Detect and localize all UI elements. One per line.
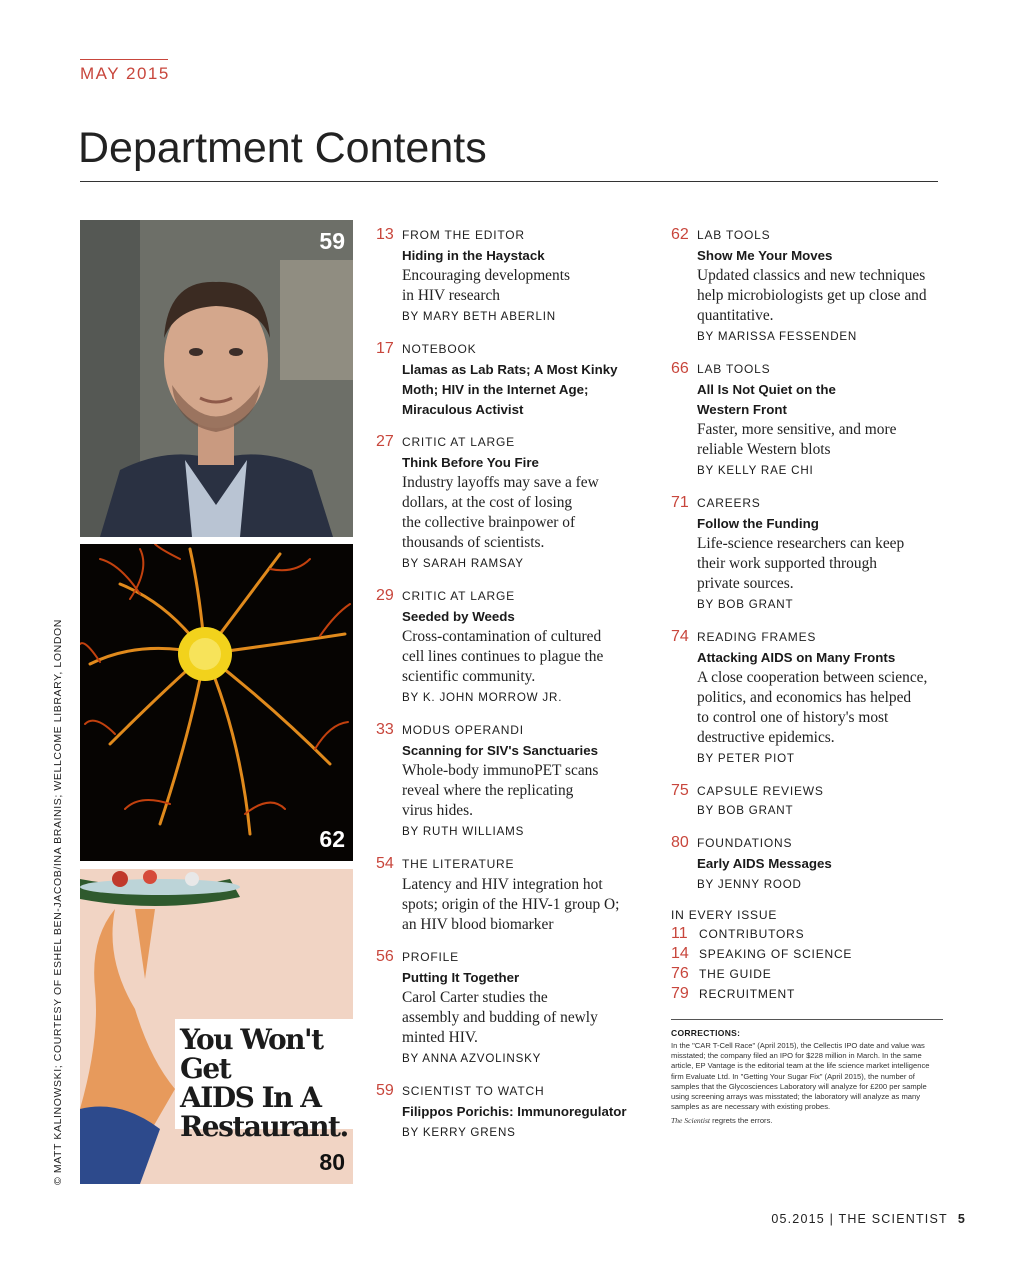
entry-section: SCIENTIST TO WATCH	[402, 1084, 545, 1098]
entry-byline: BY KELLY RAE CHI	[697, 464, 814, 477]
toc-entry[interactable]	[376, 433, 646, 574]
entry-desc	[697, 420, 946, 460]
entry-section: READING FRAMES	[697, 630, 817, 644]
entry-page: 56	[376, 948, 394, 965]
toc-entry[interactable]	[671, 782, 946, 821]
entry-page: 71	[671, 494, 689, 511]
every-issue-item[interactable]	[671, 924, 946, 944]
toc-entry[interactable]	[376, 340, 646, 420]
entry-desc	[697, 266, 946, 326]
desc-line: Whole-body immunoPET scans	[402, 762, 599, 779]
corrections-body: In the "CAR T-Cell Race" (April 2015), the Cellectis IPO date and value was misstated; the company filed an IPO for $228 million in March. In the same article, EP Vantage is the editorial team at the life science market intelligence firm Evaluate Ltd. In "Getting Your Sugar Fix" (April 2015), the number of samples that the Glycosciences Laboratory will analyze for £200 per sample using screening arrays was misstated; the laboratory will analyze as many samples as are necessary with existing probes.	[671, 1041, 930, 1112]
entry-byline: BY BOB GRANT	[697, 598, 794, 611]
every-issue-item[interactable]	[671, 984, 946, 1004]
photo-page-number: 62	[319, 826, 345, 852]
footer-issue: 05.2015 | THE SCIENTIST	[771, 1212, 948, 1226]
entry-byline: BY BOB GRANT	[697, 804, 794, 817]
toc-entry[interactable]	[671, 628, 946, 769]
entry-byline: BY RUTH WILLIAMS	[402, 825, 525, 838]
entry-title: Hiding in the Haystack	[402, 248, 545, 263]
title-line: All Is Not Quiet on the	[697, 382, 836, 397]
portrait-illustration	[80, 220, 353, 537]
entry-section: LAB TOOLS	[697, 228, 771, 242]
entry-title: Filippos Porichis: Immunoregulator	[402, 1104, 627, 1119]
entry-desc	[402, 473, 646, 553]
desc-line: spots; origin of the HIV-1 group O;	[402, 896, 620, 913]
toc-entry[interactable]	[376, 587, 646, 708]
toc-entry[interactable]	[671, 834, 946, 895]
desc-line: quantitative.	[697, 307, 774, 324]
photo-credit: © MATT KALINOWSKI; COURTESY OF ESHEL BEN-JACOB/INA BRAINIS; WELLCOME LIBRARY, LONDON	[52, 619, 64, 1185]
entry-page: 74	[671, 628, 689, 645]
entry-byline: BY PETER PIOT	[697, 752, 795, 765]
toc-entry[interactable]	[376, 1082, 646, 1143]
entry-byline: BY JENNY ROOD	[697, 878, 802, 891]
toc-entry[interactable]	[376, 226, 646, 327]
entry-title	[402, 360, 646, 420]
desc-line: dollars, at the cost of losing	[402, 494, 573, 511]
corrections-footer-text: regrets the errors.	[710, 1116, 773, 1126]
issue-date: MAY 2015	[80, 64, 170, 83]
item-page: 76	[671, 965, 689, 982]
entry-byline: BY MARY BETH ABERLIN	[402, 310, 556, 323]
in-every-issue-heading: IN EVERY ISSUE	[671, 908, 778, 922]
title-line: Western Front	[697, 402, 787, 417]
poster-slogan	[180, 1025, 350, 1141]
colony-illustration	[80, 544, 353, 861]
desc-line: the collective brainpower of	[402, 514, 576, 531]
entry-title: Early AIDS Messages	[697, 856, 832, 871]
entry-desc	[402, 266, 646, 306]
entry-desc	[402, 761, 646, 821]
entry-byline: BY MARISSA FESSENDEN	[697, 330, 858, 343]
desc-line: Carol Carter studies the	[402, 989, 548, 1006]
entry-section: FOUNDATIONS	[697, 836, 793, 850]
title-line: Moth; HIV in the Internet Age;	[402, 382, 589, 397]
entry-section: CAPSULE REVIEWS	[697, 784, 824, 798]
entry-section: LAB TOOLS	[697, 362, 771, 376]
entry-page: 27	[376, 433, 394, 450]
title-rule	[80, 181, 938, 182]
corrections-heading: CORRECTIONS:	[671, 1028, 741, 1038]
entry-title: Putting It Together	[402, 970, 520, 985]
item-page: 14	[671, 945, 689, 962]
entry-title: Follow the Funding	[697, 516, 819, 531]
entry-section: CAREERS	[697, 496, 761, 510]
entry-section: CRITIC AT LARGE	[402, 435, 515, 449]
entry-desc	[697, 534, 946, 594]
toc-entry[interactable]	[671, 226, 946, 347]
entry-desc	[402, 988, 646, 1048]
toc-entry[interactable]	[671, 360, 946, 481]
desc-line: help microbiologists get up close and	[697, 287, 927, 304]
entry-title: Scanning for SIV's Sanctuaries	[402, 743, 599, 758]
item-label: CONTRIBUTORS	[699, 927, 805, 941]
toc-entry[interactable]	[376, 855, 646, 935]
entry-page: 75	[671, 782, 689, 799]
desc-line: Cross-contamination of cultured	[402, 628, 602, 645]
entry-title	[697, 380, 946, 420]
poster-slogan-line-1: You Won't Get	[180, 1023, 323, 1085]
desc-line: destructive epidemics.	[697, 729, 835, 746]
entry-title: Think Before You Fire	[402, 455, 539, 470]
photo-page-number: 59	[319, 228, 345, 254]
desc-line: A close cooperation between science,	[697, 669, 928, 686]
entry-title: Show Me Your Moves	[697, 248, 833, 263]
desc-line: politics, and economics has helped	[697, 689, 912, 706]
desc-line: reveal where the replicating	[402, 782, 574, 799]
page-number: 5	[957, 1212, 966, 1226]
entry-byline: BY KERRY GRENS	[402, 1126, 516, 1139]
item-label: THE GUIDE	[699, 967, 772, 981]
entry-title: Attacking AIDS on Many Fronts	[697, 650, 896, 665]
entry-section: NOTEBOOK	[402, 342, 477, 356]
entry-section: CRITIC AT LARGE	[402, 589, 515, 603]
entry-desc	[402, 627, 646, 687]
portrait-photo	[80, 220, 353, 537]
desc-line: an HIV blood biomarker	[402, 916, 554, 933]
entry-page: 80	[671, 834, 689, 851]
entry-desc	[402, 875, 646, 935]
entry-section: MODUS OPERANDI	[402, 723, 524, 737]
desc-line: in HIV research	[402, 287, 501, 304]
poster-slogan-line-3: Restaurant.	[180, 1110, 348, 1143]
desc-line: minted HIV.	[402, 1029, 478, 1046]
desc-line: Encouraging developments	[402, 267, 570, 284]
entry-page: 62	[671, 226, 689, 243]
item-label: SPEAKING OF SCIENCE	[699, 947, 853, 961]
desc-line: private sources.	[697, 575, 794, 592]
poster-slogan-line-2: AIDS In A	[180, 1081, 321, 1114]
desc-line: their work supported through	[697, 555, 877, 572]
entry-page: 29	[376, 587, 394, 604]
entry-page: 13	[376, 226, 394, 243]
entry-byline: BY K. JOHN MORROW JR.	[402, 691, 563, 704]
entry-section: PROFILE	[402, 950, 459, 964]
toc-entry[interactable]	[376, 948, 646, 1069]
entry-byline: BY ANNA AZVOLINSKY	[402, 1052, 542, 1065]
desc-line: thousands of scientists.	[402, 534, 545, 551]
issue-rule	[80, 59, 168, 60]
entry-byline: BY SARAH RAMSAY	[402, 557, 524, 570]
desc-line: cell lines continues to plague the	[402, 648, 604, 665]
desc-line: scientific community.	[402, 668, 536, 685]
entry-section: FROM THE EDITOR	[402, 228, 525, 242]
entry-page: 59	[376, 1082, 394, 1099]
desc-line: reliable Western blots	[697, 441, 831, 458]
entry-desc	[697, 668, 946, 748]
entry-section: THE LITERATURE	[402, 857, 515, 871]
desc-line: Latency and HIV integration hot	[402, 876, 603, 893]
desc-line: Life-science researchers can keep	[697, 535, 905, 552]
page-footer	[771, 1212, 966, 1226]
contents-column-2	[671, 226, 946, 1125]
corrections-rule	[671, 1019, 943, 1020]
desc-line: Updated classics and new techniques	[697, 267, 926, 284]
corrections-footer	[671, 1116, 946, 1125]
entry-page: 33	[376, 721, 394, 738]
item-label: RECRUITMENT	[699, 987, 796, 1001]
contents-column-1	[376, 226, 646, 1156]
title-line: Llamas as Lab Rats; A Most Kinky	[402, 362, 618, 377]
desc-line: Faster, more sensitive, and more	[697, 421, 897, 438]
title-line: Miraculous Activist	[402, 402, 524, 417]
entry-page: 17	[376, 340, 394, 357]
desc-line: virus hides.	[402, 802, 473, 819]
desc-line: assembly and budding of newly	[402, 1009, 598, 1026]
magazine-name: The Scientist	[671, 1116, 711, 1126]
every-issue-item[interactable]	[671, 944, 946, 964]
every-issue-item[interactable]	[671, 964, 946, 984]
entry-title: Seeded by Weeds	[402, 609, 515, 624]
toc-entry[interactable]	[376, 721, 646, 842]
item-page: 79	[671, 985, 689, 1002]
page-title: Department Contents	[78, 124, 487, 172]
photo-page-number: 80	[319, 1149, 345, 1175]
item-page: 11	[671, 925, 688, 942]
entry-page: 54	[376, 855, 394, 872]
entry-page: 66	[671, 360, 689, 377]
desc-line: to control one of history's most	[697, 709, 889, 726]
toc-entry[interactable]	[671, 494, 946, 615]
desc-line: Industry layoffs may save a few	[402, 474, 599, 491]
poster-illustration	[80, 869, 353, 1184]
colony-photo	[80, 544, 353, 861]
